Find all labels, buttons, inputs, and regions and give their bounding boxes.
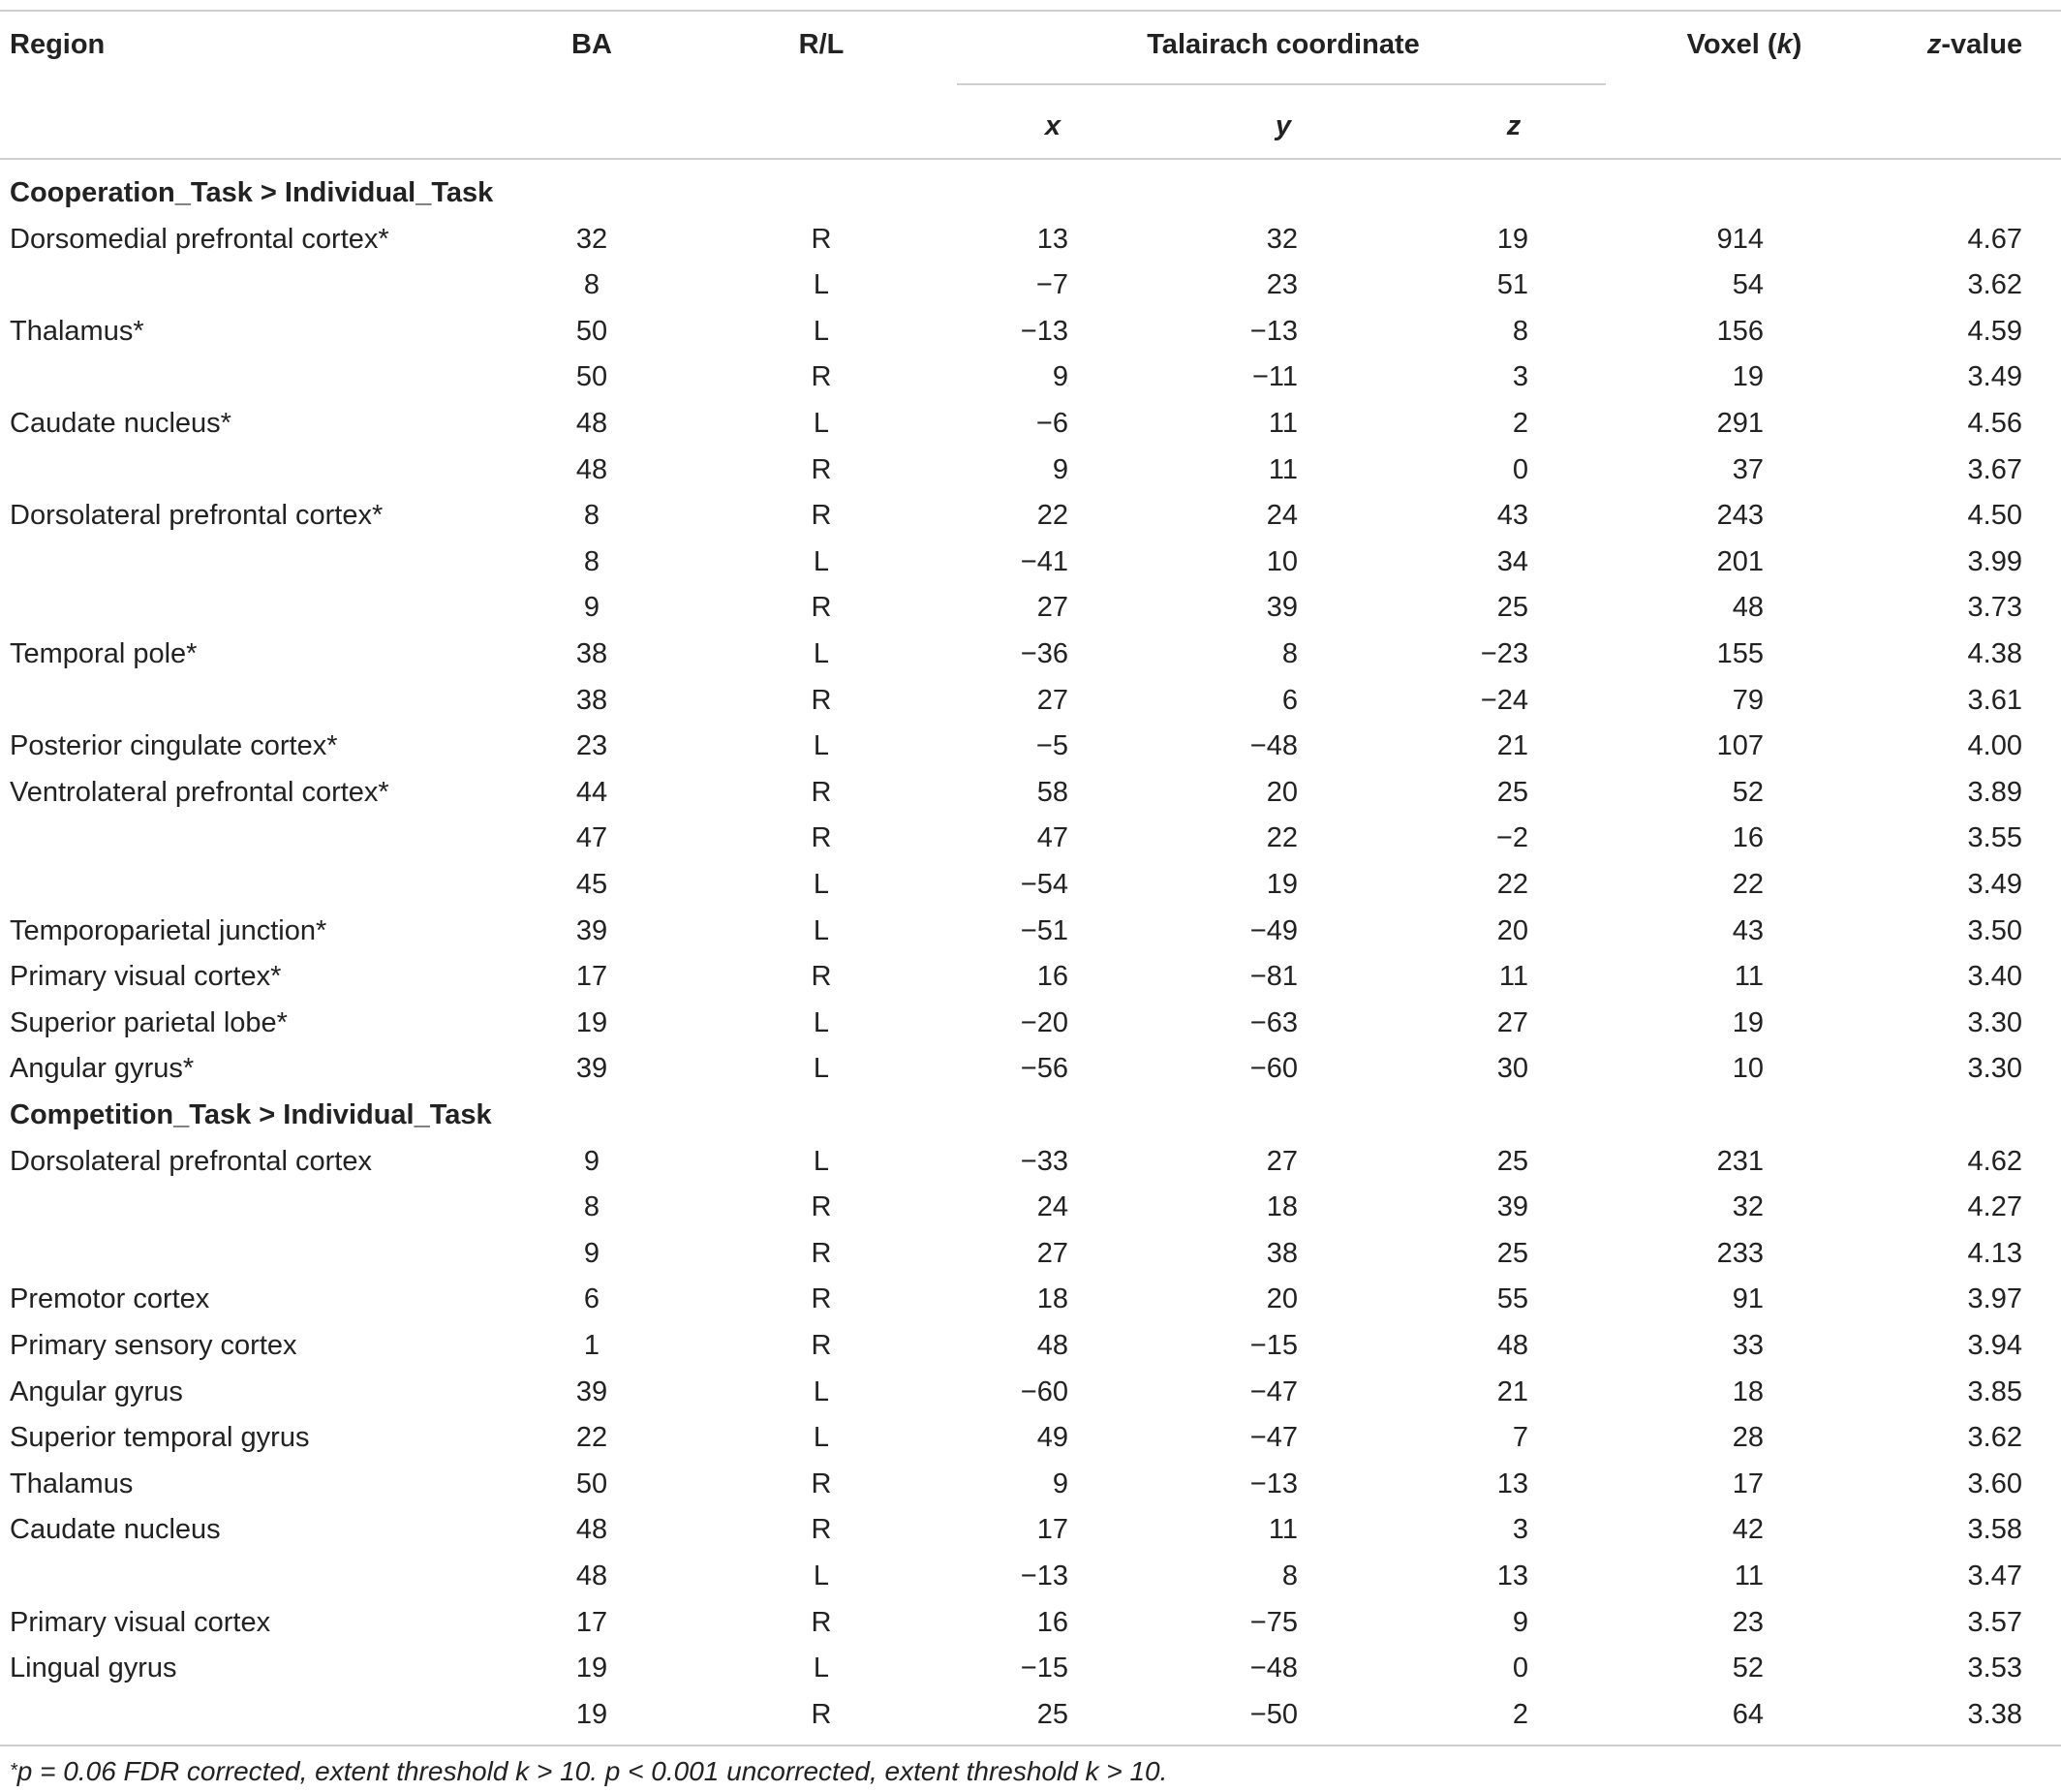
cell-region: Dorsolateral prefrontal cortex (10, 1145, 372, 1177)
cell-rl: R (811, 1698, 832, 1730)
cell-x: 24 (1036, 1191, 1068, 1223)
cell-zval: 3.49 (1967, 361, 2022, 393)
cell-x: 16 (1036, 961, 1068, 993)
cell-ba: 38 (575, 684, 608, 716)
cell-z: 2 (1512, 408, 1528, 439)
cell-ba: 9 (583, 1237, 600, 1269)
cell-y: 38 (1266, 1237, 1298, 1269)
cell-y: 20 (1266, 776, 1298, 808)
cell-x: −15 (1020, 1653, 1068, 1684)
cell-ba: 50 (575, 315, 608, 347)
cell-zval: 3.85 (1967, 1375, 2022, 1407)
cell-x: −7 (1035, 269, 1068, 301)
cell-ba: 8 (583, 269, 600, 301)
cell-ba: 8 (583, 500, 600, 532)
cell-y: 11 (1268, 453, 1298, 485)
cell-x: −41 (1020, 545, 1068, 577)
cell-rl: R (811, 684, 832, 716)
footnote-text: p = 0.06 FDR corrected, extent threshold k > 10. p < 0.001 uncorrected, extent threshold k > 10. (16, 1756, 1168, 1786)
cell-ba: 17 (575, 1606, 608, 1638)
cell-x: −56 (1020, 1053, 1068, 1085)
cell-region: Thalamus (10, 1468, 134, 1499)
cell-y: −15 (1249, 1330, 1298, 1361)
cell-y: −60 (1249, 1053, 1298, 1085)
cell-zval: 4.13 (1967, 1237, 2022, 1269)
cell-voxel: 48 (1732, 592, 1764, 624)
cell-rl: R (811, 500, 832, 532)
cell-voxel: 79 (1732, 684, 1764, 716)
cell-zval: 4.00 (1967, 730, 2022, 762)
cell-ba: 6 (583, 1283, 600, 1315)
header-bottom-rule (0, 158, 2061, 160)
cell-x: −6 (1035, 408, 1068, 439)
cell-ba: 8 (583, 1191, 600, 1223)
cell-voxel: 28 (1732, 1422, 1764, 1454)
cell-region: Premotor cortex (10, 1283, 210, 1315)
cell-voxel: 22 (1732, 869, 1764, 900)
cell-zval: 3.53 (1967, 1653, 2022, 1684)
cell-y: 39 (1266, 592, 1298, 624)
cell-zval: 3.47 (1967, 1560, 2022, 1591)
cell-z: 21 (1496, 730, 1528, 762)
cell-rl: R (811, 592, 832, 624)
header-voxel-prefix: Voxel ( (1686, 29, 1777, 60)
cell-ba: 19 (575, 1698, 608, 1730)
cell-z: 3 (1512, 1514, 1528, 1546)
cell-z: 51 (1496, 269, 1528, 301)
cell-y: 10 (1266, 545, 1298, 577)
cell-x: 9 (1052, 453, 1068, 485)
cell-voxel: 231 (1716, 1145, 1764, 1177)
cell-ba: 22 (575, 1422, 608, 1454)
cell-voxel: 42 (1732, 1514, 1764, 1546)
cell-region: Ventrolateral prefrontal cortex* (10, 776, 389, 808)
cell-voxel: 914 (1716, 223, 1764, 255)
cell-voxel: 33 (1732, 1330, 1764, 1361)
cell-x: −13 (1020, 1560, 1068, 1591)
header-voxel (1687, 27, 1802, 62)
cell-zval: 3.73 (1967, 592, 2022, 624)
footnote-marker: * (10, 1760, 17, 1781)
header-z: z (1506, 110, 1522, 141)
cell-ba: 39 (575, 1053, 608, 1085)
cell-voxel: 10 (1732, 1053, 1764, 1085)
cell-zval: 4.50 (1967, 500, 2022, 532)
cell-rl: R (811, 1237, 832, 1269)
cell-region: Posterior cingulate cortex* (10, 730, 338, 762)
cell-zval: 3.58 (1967, 1514, 2022, 1546)
cell-z: 25 (1496, 1237, 1528, 1269)
cell-z: 21 (1496, 1375, 1528, 1407)
header-region: Region (10, 29, 106, 60)
cell-ba: 9 (583, 592, 600, 624)
cell-region: Angular gyrus* (10, 1053, 195, 1085)
cell-rl: R (811, 223, 832, 255)
cell-y: 24 (1266, 500, 1298, 532)
cell-x: 27 (1036, 684, 1068, 716)
bottom-rule (0, 1745, 2061, 1746)
cell-x: −13 (1020, 315, 1068, 347)
cell-rl: L (813, 638, 830, 669)
cell-zval: 3.40 (1967, 961, 2022, 993)
cell-z: 2 (1512, 1698, 1528, 1730)
cell-x: 22 (1036, 500, 1068, 532)
cell-region: Dorsolateral prefrontal cortex* (10, 500, 384, 532)
cell-z: 22 (1496, 869, 1528, 900)
cell-rl: L (813, 869, 830, 900)
cell-y: 6 (1281, 684, 1298, 716)
cell-rl: R (811, 1330, 832, 1361)
cell-voxel: 155 (1716, 638, 1764, 669)
cell-ba: 9 (583, 1145, 600, 1177)
cell-zval: 3.94 (1967, 1330, 2022, 1361)
cell-y: −13 (1249, 1468, 1298, 1499)
cell-y: 8 (1281, 1560, 1298, 1591)
cell-z: 27 (1496, 1006, 1528, 1038)
cell-ba: 48 (575, 408, 608, 439)
cell-region: Lingual gyrus (10, 1653, 177, 1684)
cell-rl: L (813, 1375, 830, 1407)
cell-y: 11 (1268, 1514, 1298, 1546)
cell-region: Primary sensory cortex (10, 1330, 297, 1361)
section-title: Cooperation_Task > Individual_Task (10, 177, 494, 208)
cell-voxel: 91 (1732, 1283, 1764, 1315)
cell-ba: 48 (575, 1514, 608, 1546)
cell-y: 32 (1266, 223, 1298, 255)
cell-x: −54 (1020, 869, 1068, 900)
header-y: y (1275, 110, 1292, 141)
header-voxel-k: k (1776, 29, 1793, 60)
cell-zval: 3.50 (1967, 914, 2022, 946)
cell-z: 19 (1496, 223, 1528, 255)
header-z-value-italic: z (1926, 29, 1942, 60)
cell-x: 18 (1036, 1283, 1068, 1315)
cell-x: −33 (1020, 1145, 1068, 1177)
cell-ba: 1 (583, 1330, 600, 1361)
cell-zval: 4.56 (1967, 408, 2022, 439)
cell-y: −48 (1249, 730, 1298, 762)
cell-y: −11 (1251, 361, 1298, 393)
cell-ba: 44 (575, 776, 608, 808)
cell-zval: 3.60 (1967, 1468, 2022, 1499)
cell-zval: 4.38 (1967, 638, 2022, 669)
cell-y: 8 (1281, 638, 1298, 669)
cell-region: Temporoparietal junction* (10, 914, 327, 946)
cell-zval: 3.97 (1967, 1283, 2022, 1315)
cell-voxel: 23 (1732, 1606, 1764, 1638)
cell-voxel: 52 (1732, 776, 1764, 808)
cell-ba: 48 (575, 453, 608, 485)
cell-x: −20 (1020, 1006, 1068, 1038)
cell-y: 23 (1266, 269, 1298, 301)
cell-zval: 3.55 (1967, 822, 2022, 854)
cell-voxel: 16 (1732, 822, 1764, 854)
cell-z: 39 (1496, 1191, 1528, 1223)
cell-y: 19 (1266, 869, 1298, 900)
cell-z: 3 (1512, 361, 1528, 393)
cell-zval: 3.61 (1967, 684, 2022, 716)
cell-y: 20 (1266, 1283, 1298, 1315)
cell-zval: 3.30 (1967, 1053, 2022, 1085)
cell-z: −2 (1495, 822, 1528, 854)
cell-voxel: 17 (1732, 1468, 1764, 1499)
cell-region: Caudate nucleus (10, 1514, 221, 1546)
cell-ba: 38 (575, 638, 608, 669)
cell-zval: 3.99 (1967, 545, 2022, 577)
cell-z: −24 (1480, 684, 1528, 716)
cell-region: Primary visual cortex (10, 1606, 271, 1638)
cell-y: 18 (1266, 1191, 1298, 1223)
header-x: x (1044, 110, 1061, 141)
cell-voxel: 156 (1716, 315, 1764, 347)
cell-rl: L (813, 545, 830, 577)
cell-x: 16 (1036, 1606, 1068, 1638)
cell-x: −36 (1020, 638, 1068, 669)
cell-voxel: 43 (1732, 914, 1764, 946)
cell-z: 9 (1512, 1606, 1528, 1638)
cell-z: 48 (1496, 1330, 1528, 1361)
cell-rl: L (813, 269, 830, 301)
cell-voxel: 107 (1716, 730, 1764, 762)
cell-rl: R (811, 776, 832, 808)
cell-z: 20 (1496, 914, 1528, 946)
cell-zval: 3.30 (1967, 1006, 2022, 1038)
cell-voxel: 243 (1716, 500, 1764, 532)
cell-ba: 45 (575, 869, 608, 900)
cell-x: 27 (1036, 1237, 1068, 1269)
cell-ba: 48 (575, 1560, 608, 1591)
cell-x: 27 (1036, 592, 1068, 624)
cell-z: 25 (1496, 776, 1528, 808)
cell-z: 55 (1496, 1283, 1528, 1315)
cell-z: 7 (1512, 1422, 1528, 1454)
cell-y: 11 (1268, 408, 1298, 439)
cell-zval: 4.59 (1967, 315, 2022, 347)
cell-rl: L (813, 1145, 830, 1177)
cell-x: 58 (1036, 776, 1068, 808)
cell-voxel: 19 (1732, 361, 1764, 393)
cell-zval: 4.27 (1967, 1191, 2022, 1223)
cell-region: Primary visual cortex* (10, 961, 282, 993)
cell-voxel: 201 (1716, 545, 1764, 577)
cell-rl: L (813, 914, 830, 946)
cell-voxel: 37 (1732, 453, 1764, 485)
cell-z: 25 (1496, 592, 1528, 624)
cell-ba: 32 (575, 223, 608, 255)
cell-y: −47 (1249, 1422, 1298, 1454)
cell-z: 43 (1496, 500, 1528, 532)
cell-y: −48 (1249, 1653, 1298, 1684)
cell-ba: 39 (575, 1375, 608, 1407)
table-footnote (10, 1753, 1167, 1789)
cell-voxel: 52 (1732, 1653, 1764, 1684)
cell-voxel: 233 (1716, 1237, 1764, 1269)
cell-y: −75 (1249, 1606, 1298, 1638)
cell-y: 27 (1266, 1145, 1298, 1177)
cell-zval: 3.62 (1967, 269, 2022, 301)
cell-voxel: 11 (1734, 961, 1764, 993)
cell-z: 34 (1496, 545, 1528, 577)
cell-ba: 19 (575, 1653, 608, 1684)
cell-y: −81 (1249, 961, 1298, 993)
cell-ba: 50 (575, 361, 608, 393)
cell-region: Dorsomedial prefrontal cortex* (10, 223, 389, 255)
cell-region: Temporal pole* (10, 638, 198, 669)
cell-x: 9 (1052, 1468, 1068, 1499)
header-z-value (1927, 27, 2022, 62)
cell-rl: R (811, 961, 832, 993)
cell-x: 25 (1036, 1698, 1068, 1730)
cell-z: 30 (1496, 1053, 1528, 1085)
cell-rl: R (811, 822, 832, 854)
cell-region: Caudate nucleus* (10, 408, 231, 439)
cell-voxel: 11 (1734, 1560, 1764, 1591)
cell-rl: R (811, 361, 832, 393)
cell-z: 13 (1496, 1468, 1528, 1499)
header-rl: R/L (798, 29, 845, 60)
cell-rl: L (813, 1053, 830, 1085)
cell-rl: R (811, 453, 832, 485)
cell-voxel: 19 (1732, 1006, 1764, 1038)
cell-x: 49 (1036, 1422, 1068, 1454)
cell-x: 48 (1036, 1330, 1068, 1361)
cell-ba: 17 (575, 961, 608, 993)
header-ba: BA (571, 29, 612, 60)
cell-rl: L (813, 315, 830, 347)
talairach-span-rule (957, 83, 1606, 85)
cell-zval: 3.49 (1967, 869, 2022, 900)
cell-y: 22 (1266, 822, 1298, 854)
cell-rl: L (813, 1653, 830, 1684)
cell-rl: L (813, 1560, 830, 1591)
cell-rl: R (811, 1191, 832, 1223)
cell-rl: L (813, 1006, 830, 1038)
cell-zval: 4.67 (1967, 223, 2022, 255)
cell-x: 17 (1036, 1514, 1068, 1546)
cell-z: 25 (1496, 1145, 1528, 1177)
cell-z: −23 (1480, 638, 1528, 669)
cell-zval: 3.89 (1967, 776, 2022, 808)
cell-x: −60 (1020, 1375, 1068, 1407)
cell-rl: R (811, 1606, 832, 1638)
top-rule (0, 10, 2061, 12)
cell-x: 13 (1036, 223, 1068, 255)
cell-y: −50 (1249, 1698, 1298, 1730)
cell-region: Angular gyrus (10, 1375, 183, 1407)
cell-y: −13 (1249, 315, 1298, 347)
cell-rl: R (811, 1468, 832, 1499)
cell-zval: 3.67 (1967, 453, 2022, 485)
cell-region: Thalamus* (10, 315, 144, 347)
cell-x: 9 (1052, 361, 1068, 393)
cell-ba: 39 (575, 914, 608, 946)
cell-z: 0 (1512, 1653, 1528, 1684)
cell-x: −5 (1035, 730, 1068, 762)
cell-y: −47 (1249, 1375, 1298, 1407)
cell-region: Superior parietal lobe* (10, 1006, 288, 1038)
cell-voxel: 54 (1732, 269, 1764, 301)
cell-y: −63 (1249, 1006, 1298, 1038)
cell-rl: R (811, 1514, 832, 1546)
cell-z: 13 (1496, 1560, 1528, 1591)
header-talairach: Talairach coordinate (1147, 29, 1420, 60)
cell-rl: R (811, 1283, 832, 1315)
cell-z: 0 (1512, 453, 1528, 485)
cell-ba: 23 (575, 730, 608, 762)
cell-zval: 3.57 (1967, 1606, 2022, 1638)
cell-x: −51 (1020, 914, 1068, 946)
header-voxel-suffix: ) (1792, 29, 1802, 60)
cell-ba: 50 (575, 1468, 608, 1499)
cell-ba: 19 (575, 1006, 608, 1038)
cell-z: 8 (1512, 315, 1528, 347)
section-title: Competition_Task > Individual_Task (10, 1099, 492, 1130)
cell-ba: 8 (583, 545, 600, 577)
cell-ba: 47 (575, 822, 608, 854)
cell-rl: L (813, 1422, 830, 1454)
cell-voxel: 64 (1732, 1698, 1764, 1730)
cell-x: 47 (1036, 822, 1068, 854)
cell-zval: 3.62 (1967, 1422, 2022, 1454)
cell-voxel: 32 (1732, 1191, 1764, 1223)
cell-z: 11 (1498, 961, 1528, 993)
cell-y: −49 (1249, 914, 1298, 946)
cell-zval: 3.38 (1967, 1698, 2022, 1730)
cell-voxel: 18 (1732, 1375, 1764, 1407)
cell-zval: 4.62 (1967, 1145, 2022, 1177)
cell-rl: L (813, 730, 830, 762)
header-z-value-rest: -value (1941, 29, 2023, 60)
cell-region: Superior temporal gyrus (10, 1422, 310, 1454)
cell-rl: L (813, 408, 830, 439)
cell-voxel: 291 (1716, 408, 1764, 439)
